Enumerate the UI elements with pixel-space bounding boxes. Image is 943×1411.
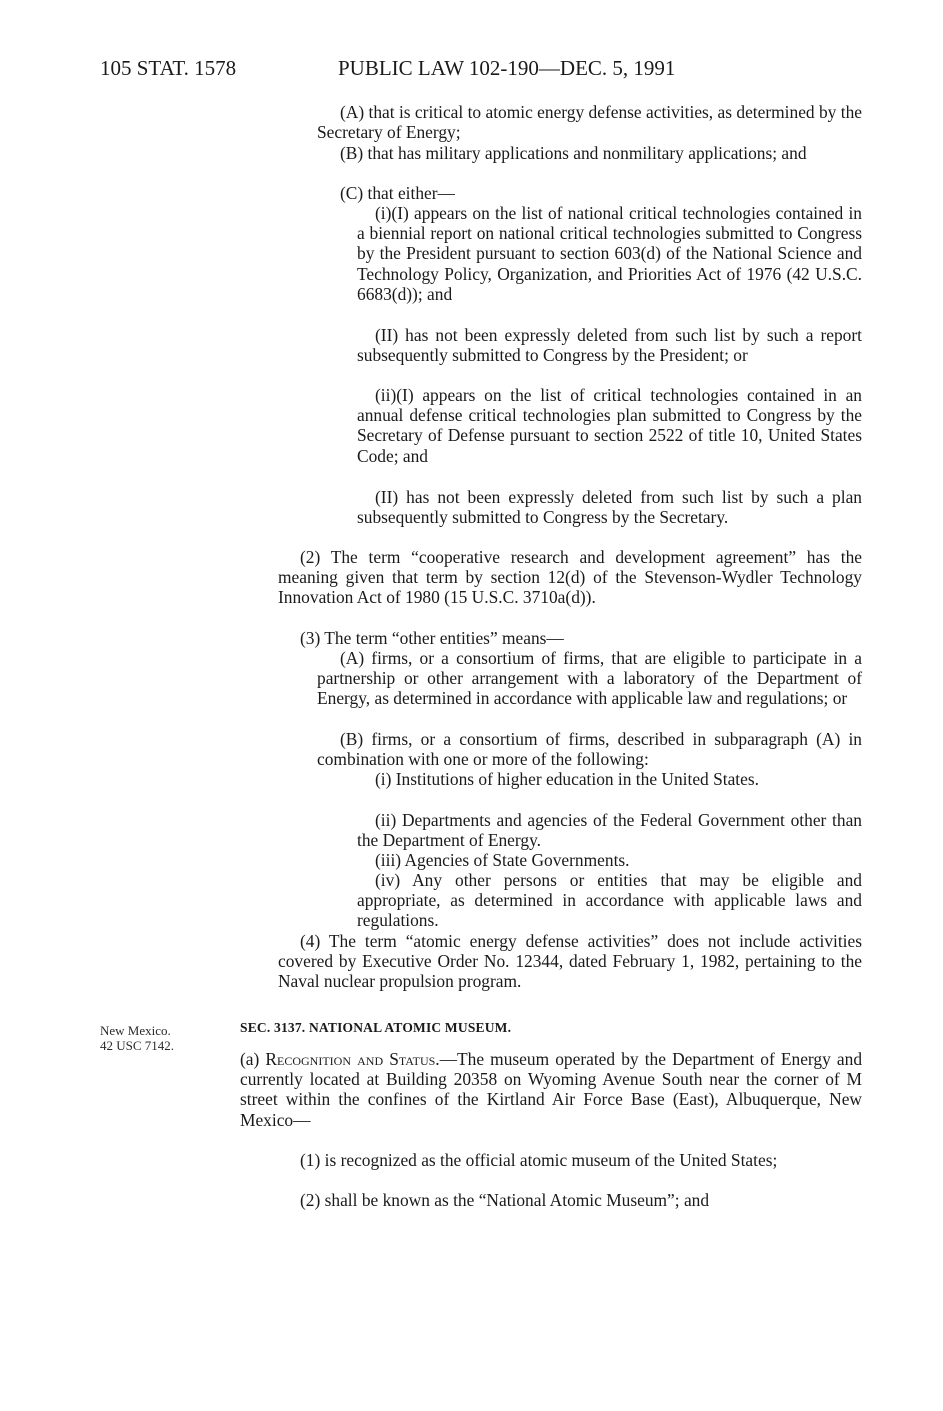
margin-note: [100, 1023, 220, 1053]
subsection-a-item-1: (1) is recognized as the official atomic museum of the United States;: [300, 1150, 778, 1170]
running-title: PUBLIC LAW 102-190—DEC. 5, 1991: [338, 56, 676, 80]
subsection-a-label: (a): [240, 1049, 266, 1069]
subsection-a-text: .—The museum operated by the Department of Energy and currently located at Building 20358 on Wyoming Avenue South near the corner of M street within the confines of the Kirtland Air Force Base (East), Albuquerque, New Mexico—: [240, 1049, 863, 1130]
clause-c-i-II: (II) has not been expressly deleted from such list by such a report subsequently submitted to Congress by the President; or: [357, 325, 862, 366]
clause-3-b-iv: (iv) Any other persons or entities that may be eligible and appropriate, as determined in accordance with applicable laws and regulations.: [357, 870, 862, 931]
paragraph-1-a: (A) that is critical to atomic energy defense activities, as determined by the Secretary of Energy;: [317, 102, 862, 143]
paragraph-3: (3) The term “other entities” means—: [300, 628, 564, 648]
paragraph-1-b: (B) that has military applications and nonmilitary applications; and: [340, 143, 807, 163]
paragraph-1-c: (C) that either—: [340, 183, 455, 203]
clause-c-ii-II: (II) has not been expressly deleted from such list by such a plan subsequently submitted to Congress by the Secretary.: [357, 487, 862, 528]
clause-3-b-iii: (iii) Agencies of State Governments.: [375, 850, 630, 870]
paragraph-3-a: (A) firms, or a consortium of firms, that are eligible to participate in a partnership or other arrangement with a laboratory of the Department of Energy, as determined in accordance with applicable law and regulations; or: [317, 648, 862, 709]
section-heading: SEC. 3137. NATIONAL ATOMIC MUSEUM.: [240, 1020, 512, 1035]
paragraph-2: (2) The term “cooperative research and development agreement” has the meaning given that term by section 12(d) of the Stevenson-Wydler Technology Innovation Act of 1980 (15 U.S.C. 3710a(d)).: [278, 547, 862, 608]
paragraph-4: (4) The term “atomic energy defense activities” does not include activities covered by Executive Order No. 12344, dated February 1, 1982, pertaining to the Naval nuclear propulsion program.: [278, 931, 862, 992]
clause-c-i-I: (i)(I) appears on the list of national critical technologies contained in a biennial report on national critical technologies submitted to Congress by the President pursuant to section 603(d) of the National Science and Technology Policy, Organization, and Priorities Act of 1976 (42 U.S.C. 6683(d)); and: [357, 203, 862, 304]
margin-note-usc-citation: 42 USC 7142.: [100, 1038, 175, 1053]
subsection-a-item-2: (2) shall be known as the “National Atomic Museum”; and: [300, 1190, 710, 1210]
subsection-a: [240, 1049, 862, 1130]
clause-3-b-i: (i) Institutions of higher education in the United States.: [375, 769, 759, 789]
margin-note-state: New Mexico.: [100, 1023, 171, 1038]
statute-page-number: 105 STAT. 1578: [100, 56, 237, 80]
paragraph-3-b: (B) firms, or a consortium of firms, described in subparagraph (A) in combination with one or more of the following:: [317, 729, 862, 770]
subsection-a-caption: Recognition and Status: [265, 1049, 436, 1069]
clause-c-ii-I: (ii)(I) appears on the list of critical technologies contained in an annual defense critical technologies plan submitted to Congress by the Secretary of Defense pursuant to section 2522 of title 10, United States Code; and: [357, 385, 862, 466]
clause-3-b-ii: (ii) Departments and agencies of the Federal Government other than the Department of Energy.: [357, 810, 862, 851]
